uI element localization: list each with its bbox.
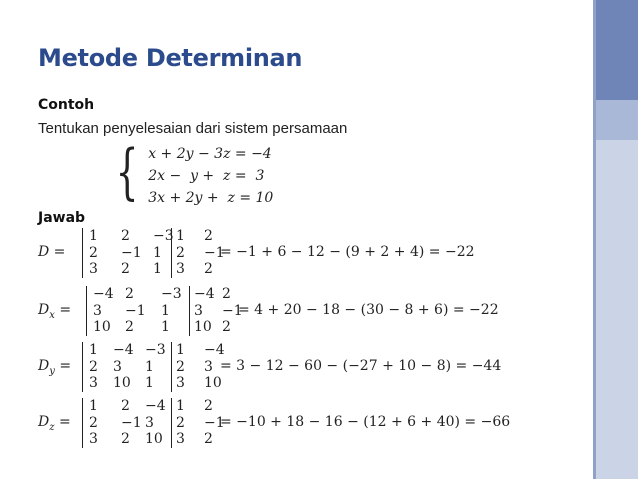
matrix-cell: −3 bbox=[153, 228, 174, 244]
extension-cell: 2 bbox=[176, 244, 185, 261]
matrix-cell: 2 bbox=[125, 286, 134, 302]
determinant-result: = −1 + 6 − 12 − (9 + 2 + 4) = −22 bbox=[220, 244, 475, 260]
equation-list bbox=[148, 142, 273, 208]
matrix-cell: −3 bbox=[161, 286, 182, 302]
extension-cell: 10 bbox=[194, 319, 212, 336]
matrix-cell: 10 bbox=[93, 319, 111, 336]
side-bar-stripe-bottom bbox=[596, 140, 638, 479]
extension-cell: 2 bbox=[204, 228, 213, 244]
determinant-label bbox=[38, 244, 65, 260]
matrix-cell: 3 bbox=[89, 261, 98, 278]
equals-sign: = bbox=[54, 358, 72, 374]
determinant-subscript: y bbox=[49, 365, 55, 377]
matrix-cell: 3 bbox=[113, 358, 122, 375]
extension-cell: 3 bbox=[176, 375, 185, 392]
determinant-result: = −10 + 18 − 16 − (12 + 6 + 40) = −66 bbox=[220, 414, 511, 430]
matrix-cell: 2 bbox=[125, 319, 134, 336]
instruction-text: Tentukan penyelesaian dari sistem persamaan bbox=[38, 120, 348, 137]
side-bar-stripe-top bbox=[596, 0, 638, 100]
determinant-matrix bbox=[86, 286, 190, 336]
sarrus-extension bbox=[174, 228, 225, 278]
extension-cell: −1 bbox=[204, 244, 225, 261]
matrix-cell: 3 bbox=[145, 414, 154, 431]
sarrus-extension bbox=[174, 398, 225, 448]
extension-cell: 2 bbox=[222, 286, 231, 302]
determinant-subscript: z bbox=[49, 421, 55, 433]
decorative-side-bar bbox=[596, 0, 638, 479]
matrix-cell: −1 bbox=[121, 244, 142, 261]
matrix-cell: 3 bbox=[93, 302, 102, 319]
matrix-cell: 1 bbox=[89, 398, 98, 414]
matrix-cell: 1 bbox=[145, 358, 154, 375]
extension-cell: 2 bbox=[204, 261, 213, 278]
determinant-matrix bbox=[82, 342, 172, 392]
extension-cell: 2 bbox=[204, 398, 213, 414]
matrix-cell: 1 bbox=[145, 375, 154, 392]
determinant-label bbox=[38, 414, 71, 433]
extension-cell: 2 bbox=[204, 431, 213, 448]
equation-2: 2x − y + z = 3 bbox=[148, 168, 265, 184]
extension-cell: 3 bbox=[176, 261, 185, 278]
determinant-result: = 4 + 20 − 18 − (30 − 8 + 6) = −22 bbox=[238, 302, 499, 318]
matrix-cell: −1 bbox=[121, 414, 142, 431]
matrix-cell: 2 bbox=[89, 244, 98, 261]
extension-cell: 1 bbox=[176, 228, 185, 244]
matrix-cell: −4 bbox=[145, 398, 166, 414]
matrix-cell: 1 bbox=[89, 342, 98, 358]
matrix-cell: −4 bbox=[93, 286, 114, 302]
equation-1: x + 2y − 3z = −4 bbox=[148, 146, 272, 162]
matrix-cell: 2 bbox=[121, 261, 130, 278]
determinant-label bbox=[38, 302, 71, 321]
extension-cell: 3 bbox=[204, 358, 213, 375]
determinant-symbol: D bbox=[38, 302, 50, 318]
left-brace: { bbox=[115, 137, 139, 207]
matrix-cell: 1 bbox=[161, 319, 170, 336]
matrix-cell: 1 bbox=[89, 228, 98, 244]
matrix-cell: −1 bbox=[125, 302, 146, 319]
sarrus-extension bbox=[174, 342, 225, 392]
determinant-label bbox=[38, 358, 71, 377]
side-bar-stripe-middle bbox=[596, 100, 638, 140]
matrix-cell: 2 bbox=[89, 414, 98, 431]
matrix-cell: 1 bbox=[153, 244, 162, 261]
equation-3: 3x + 2y + z = 10 bbox=[148, 190, 274, 206]
determinant-result: = 3 − 12 − 60 − (−27 + 10 − 8) = −44 bbox=[220, 358, 502, 374]
matrix-cell: 2 bbox=[121, 398, 130, 414]
extension-cell: −1 bbox=[204, 414, 225, 431]
equals-sign: = bbox=[54, 414, 71, 430]
extension-cell: 2 bbox=[222, 319, 231, 336]
sarrus-extension bbox=[192, 286, 243, 336]
extension-cell: 1 bbox=[176, 342, 185, 358]
extension-cell: 3 bbox=[176, 431, 185, 448]
extension-cell: −1 bbox=[222, 302, 243, 319]
equation-system bbox=[108, 137, 274, 208]
determinant-matrix bbox=[82, 228, 172, 278]
matrix-cell: 3 bbox=[89, 431, 98, 448]
determinant-symbol: D bbox=[38, 244, 50, 260]
matrix-cell: 1 bbox=[153, 261, 162, 278]
extension-cell: 1 bbox=[176, 398, 185, 414]
matrix-cell: 1 bbox=[161, 302, 170, 319]
matrix-cell: −3 bbox=[145, 342, 166, 358]
matrix-cell: 2 bbox=[89, 358, 98, 375]
equals-sign: = bbox=[49, 244, 66, 260]
determinant-symbol: D bbox=[38, 414, 50, 430]
determinant-matrix bbox=[82, 398, 172, 448]
determinant-subscript: x bbox=[49, 309, 55, 321]
determinant-symbol: D bbox=[38, 358, 50, 374]
extension-cell: −4 bbox=[204, 342, 225, 358]
matrix-cell: 10 bbox=[113, 375, 131, 392]
extension-cell: 2 bbox=[176, 358, 185, 375]
extension-cell: 10 bbox=[204, 375, 222, 392]
jawab-heading: Jawab bbox=[38, 210, 86, 226]
matrix-cell: 2 bbox=[121, 228, 130, 244]
matrix-cell: 3 bbox=[89, 375, 98, 392]
extension-cell: −4 bbox=[194, 286, 215, 302]
contoh-heading: Contoh bbox=[38, 97, 95, 113]
matrix-cell: 10 bbox=[145, 431, 163, 448]
matrix-cell: 2 bbox=[121, 431, 130, 448]
equals-sign: = bbox=[54, 302, 72, 318]
slide-title: Metode Determinan bbox=[38, 44, 303, 72]
extension-cell: 3 bbox=[194, 302, 203, 319]
matrix-cell: −4 bbox=[113, 342, 134, 358]
extension-cell: 2 bbox=[176, 414, 185, 431]
